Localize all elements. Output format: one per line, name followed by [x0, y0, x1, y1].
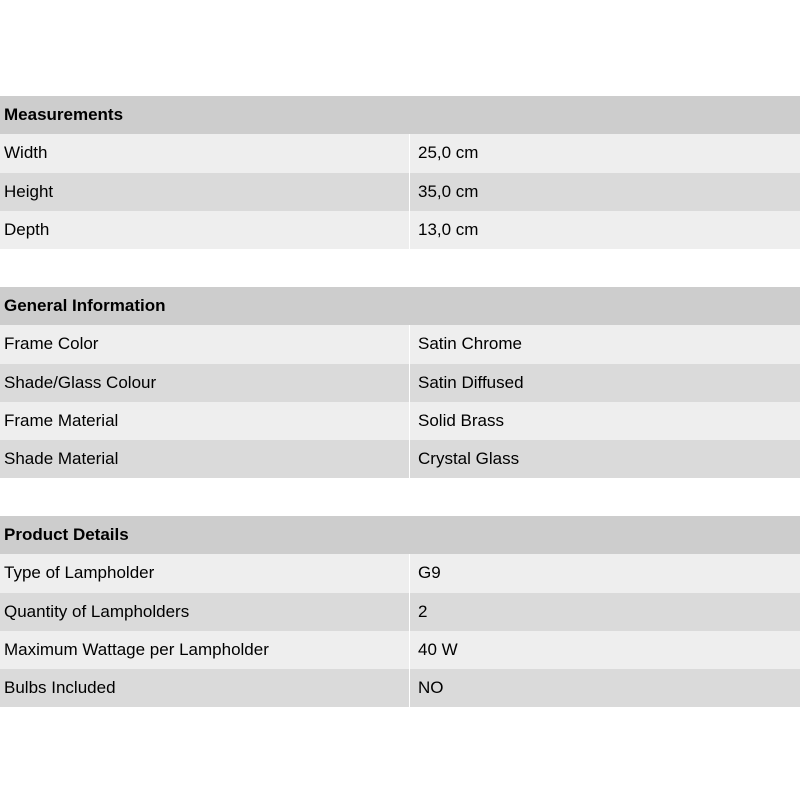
row-label: Maximum Wattage per Lampholder	[4, 639, 269, 659]
row-value: Crystal Glass	[409, 440, 800, 478]
row-label: Shade Material	[4, 449, 119, 469]
row-label: Frame Color	[4, 334, 99, 354]
row-label: Shade/Glass Colour	[4, 372, 157, 392]
section-header	[0, 516, 800, 554]
row-label: Bulbs Included	[4, 678, 116, 698]
product-details-section	[0, 516, 800, 707]
table-row	[0, 325, 800, 363]
row-label: Quantity of Lampholders	[4, 601, 190, 621]
table-row	[0, 134, 800, 172]
table-row	[0, 631, 800, 669]
general-information-section	[0, 287, 800, 478]
row-value: 35,0 cm	[409, 173, 800, 211]
row-value: 13,0 cm	[409, 211, 800, 249]
table-row	[0, 593, 800, 631]
section-header	[0, 287, 800, 325]
row-label: Frame Material	[4, 410, 119, 430]
row-value: 2	[409, 593, 800, 631]
section-title: Product Details	[4, 525, 129, 545]
table-row	[0, 669, 800, 707]
table-row	[0, 402, 800, 440]
row-label: Type of Lampholder	[4, 563, 155, 583]
row-value: NO	[409, 669, 800, 707]
section-title: General Information	[4, 296, 166, 316]
row-value: 40 W	[409, 631, 800, 669]
table-row	[0, 554, 800, 592]
table-row	[0, 440, 800, 478]
table-row	[0, 173, 800, 211]
row-value: Solid Brass	[409, 402, 800, 440]
row-label: Width	[4, 143, 48, 163]
table-row	[0, 211, 800, 249]
table-row	[0, 364, 800, 402]
row-value: G9	[409, 554, 800, 592]
row-label: Depth	[4, 219, 50, 239]
row-value: 25,0 cm	[409, 134, 800, 172]
measurements-section	[0, 96, 800, 249]
section-header	[0, 96, 800, 134]
row-value: Satin Diffused	[409, 364, 800, 402]
section-title: Measurements	[4, 105, 124, 125]
row-value: Satin Chrome	[409, 325, 800, 363]
row-label: Height	[4, 181, 54, 201]
